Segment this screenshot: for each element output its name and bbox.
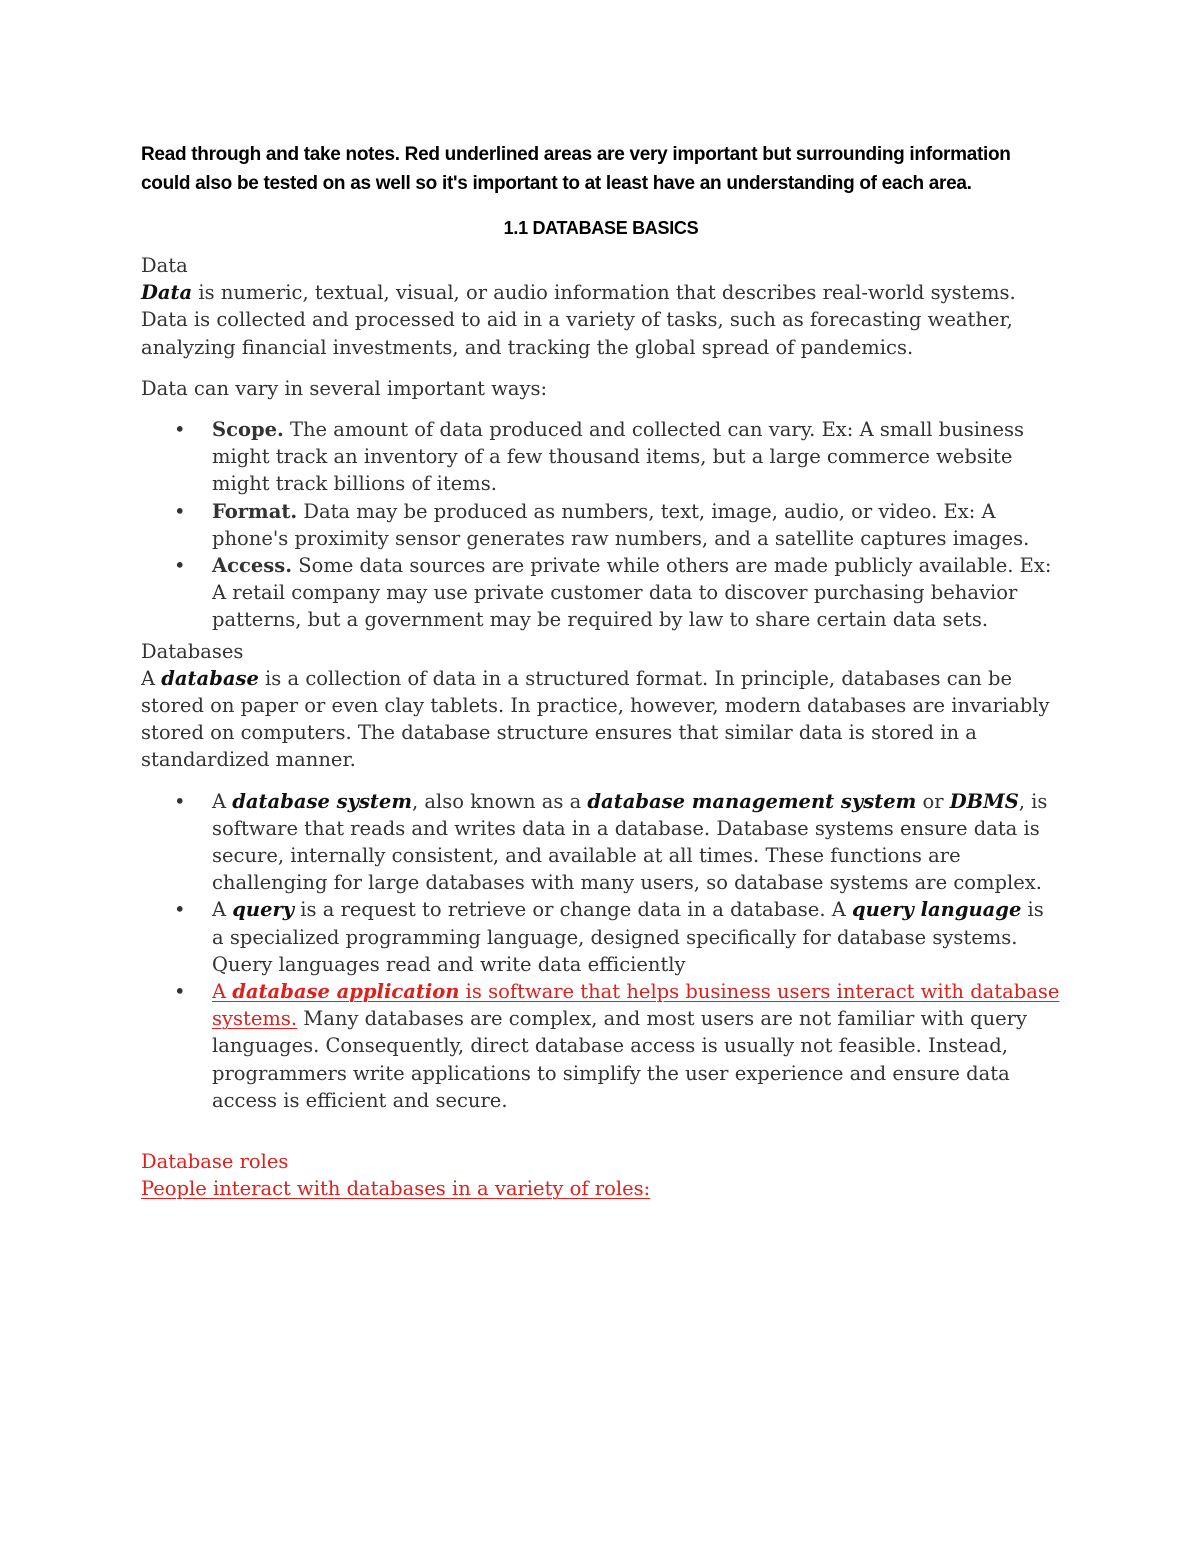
roles-heading: Database roles — [141, 1150, 289, 1174]
bullet-text: The amount of data produced and collected can vary. Ex: A small business might track an inventory of a few thousand items, but a large commerce website might track billions of items. — [212, 418, 1025, 496]
bullet-prefix: A — [212, 898, 233, 922]
document-page — [141, 140, 1061, 1203]
section-title: 1.1 DATABASE BASICS — [503, 218, 699, 238]
data-vary-intro: Data can vary in several important ways: — [141, 376, 548, 400]
bullet-dot-icon: • — [174, 789, 186, 813]
list-item-scope — [141, 416, 1061, 498]
term-dbms-long: database management system — [587, 789, 917, 813]
databases-def-prefix: A — [141, 666, 162, 690]
data-definition — [141, 279, 1061, 361]
bullet-text: , is software that reads and writes data in a database. Database systems ensure data is secure, internally consistent, and available at all times. These functions are challenging for large databases with many users, so database systems are complex. — [212, 789, 1048, 895]
bullet-text: is a request to retrieve or change data in a database. A — [294, 898, 853, 922]
data-definition-text: is numeric, textual, visual, or audio information that describes real-world systems. Data is collected and processed to aid in a variety of tasks, such as forecasting weather, analyzing financial investments, and tracking the global spread of pandemics. — [141, 281, 1016, 359]
roles-subheading: People interact with databases in a variety of roles: — [141, 1177, 651, 1201]
list-item-database-system — [141, 788, 1061, 897]
bullet-text: , also known as a — [411, 789, 588, 813]
list-item-format — [141, 498, 1061, 552]
bullet-text: is a specialized programming language, designed specifically for database systems. Query languages read and write data efficiently — [212, 898, 1044, 976]
bullet-text: or — [916, 789, 950, 813]
databases-heading: Databases — [141, 639, 244, 663]
databases-definition — [141, 665, 1061, 774]
term-query: query — [232, 898, 295, 922]
bullet-dot-icon: • — [174, 418, 186, 442]
intro-line-2: could also be tested on as well so it's important to at least have an understanding of each area. — [141, 173, 972, 194]
data-vary-list — [141, 416, 1061, 634]
highlight-text: is software that helps business users interact with database systems. — [212, 980, 1060, 1031]
term-query-language: query language — [852, 898, 1022, 922]
data-term: Data — [141, 281, 193, 305]
intro-line-1: Read through and take notes. Red underlined areas are very important but surrounding information — [141, 144, 1011, 165]
bullet-dot-icon: • — [174, 980, 186, 1004]
intro-note — [141, 140, 1061, 198]
databases-definition-text: is a collection of data in a structured format. In principle, databases can be stored on paper or even clay tablets. In practice, however, modern databases are invariably stored on computers. The database structure ensures that similar data is stored in a standardized manner. — [141, 666, 1050, 772]
bullet-text: Some data sources are private while others are made publicly available. Ex: A retail company may use private customer data to discover purchasing behavior patterns, but a government may be required by law to share certain data sets. — [212, 554, 1052, 632]
term-database-application: database application — [232, 980, 460, 1004]
list-item-database-application — [141, 978, 1061, 1114]
bullet-dot-icon: • — [174, 898, 186, 922]
term-dbms: DBMS — [949, 789, 1019, 813]
bullet-text: Many databases are complex, and most users are not familiar with query languages. Consequently, direct database access is usually not feasible. Instead, programmers write applications to simplify the user experience and ensure data access is efficient and secure. — [212, 1007, 1028, 1112]
list-item-access — [141, 552, 1061, 634]
bullet-label: Format. — [212, 499, 298, 523]
bullet-text: Data may be produced as numbers, text, image, audio, or video. Ex: A phone's proximity sensor generates raw numbers, and a satellite captures images. — [212, 499, 1030, 550]
bullet-label: Access. — [212, 554, 293, 578]
roles-section — [141, 1148, 1061, 1202]
databases-list — [141, 788, 1061, 1114]
bullet-dot-icon: • — [174, 499, 186, 523]
bullet-dot-icon: • — [174, 554, 186, 578]
bullet-prefix: A — [212, 789, 233, 813]
term-database-system: database system — [232, 789, 412, 813]
list-item-query — [141, 896, 1061, 978]
bullet-prefix: A — [212, 980, 233, 1004]
data-heading: Data — [141, 254, 188, 277]
bullet-label: Scope. — [212, 418, 284, 442]
database-term: database — [161, 666, 259, 690]
